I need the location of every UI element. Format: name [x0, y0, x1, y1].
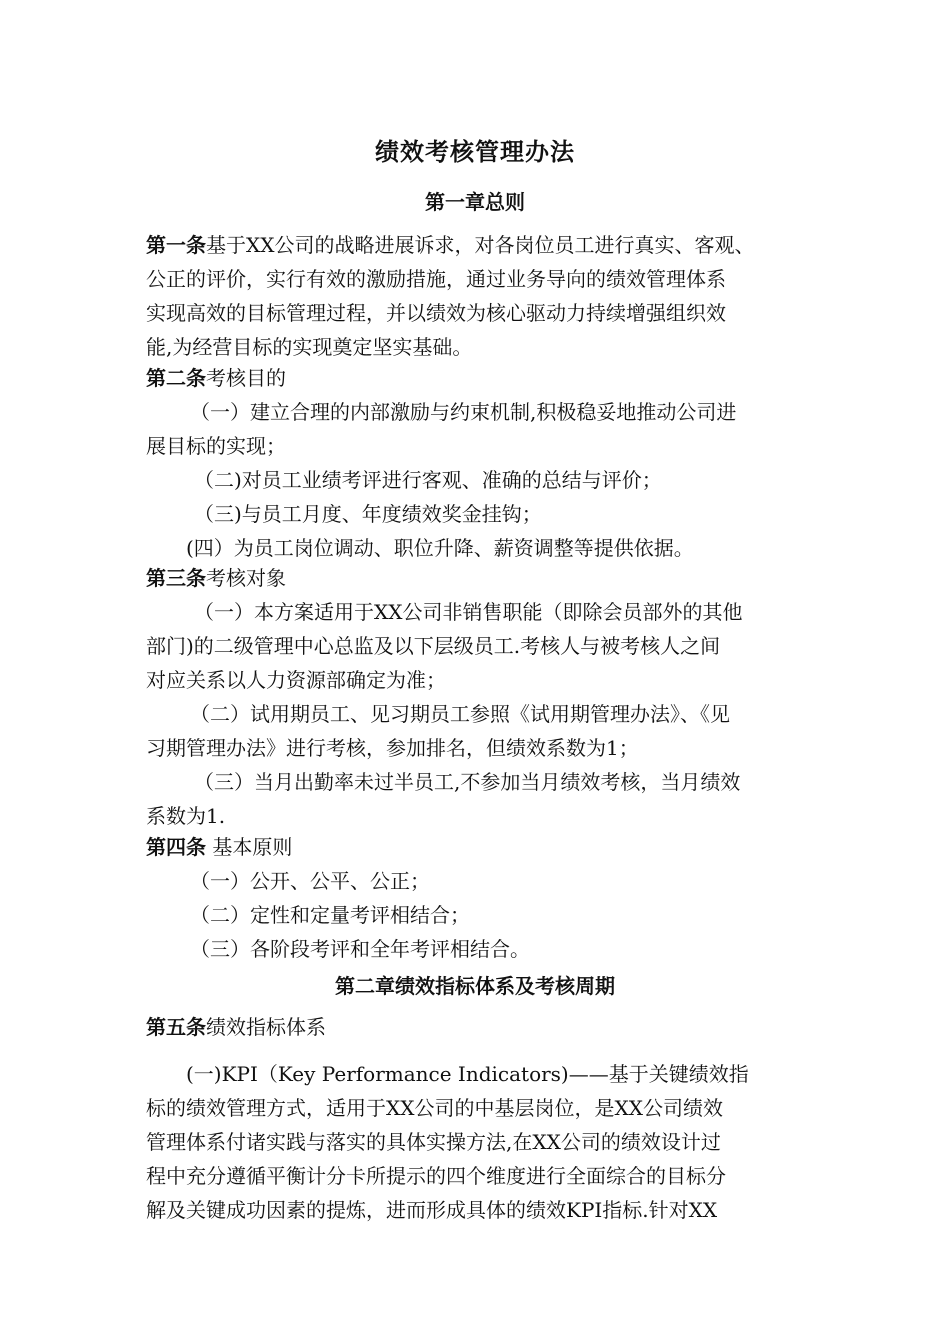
article-5-line-2: 标的绩效管理方式，适用于XX公司的中基层岗位，是XX公司绩效 — [146, 1096, 723, 1120]
article-5-label: 第五条 — [146, 1015, 206, 1039]
article-4-label: 第四条 — [146, 835, 206, 859]
article-5-line-1: (一)KPI（Key Performance Indicators)——基于关键绩效指 — [186, 1062, 749, 1086]
article-3-item-1: （一）本方案适用于XX公司非销售职能（即除会员部外的其他 — [194, 600, 743, 624]
article-2-item-3: （三)与员工月度、年度绩效奖金挂钩； — [194, 502, 542, 526]
article-4-item-1: （一）公开、公平、公正； — [190, 869, 430, 893]
article-4 — [146, 830, 812, 966]
article-5-heading: 绩效指标体系 — [206, 1015, 326, 1039]
article-1 — [146, 228, 812, 364]
article-2-item-2: （二)对员工业绩考评进行客观、准确的总结与评价； — [194, 468, 662, 492]
article-3 — [146, 561, 812, 833]
article-5-body — [146, 1057, 812, 1227]
article-1-line-2: 公正的评价，实行有效的激励措施，通过业务导向的绩效管理体系 — [146, 267, 726, 291]
article-5 — [146, 1010, 812, 1044]
article-5-line-4: 程中充分遵循平衡计分卡所提示的四个维度进行全面综合的目标分 — [146, 1164, 726, 1188]
article-5-line-5: 解及关键成功因素的提炼，进而形成具体的绩效KPI指标.针对XX — [146, 1198, 718, 1222]
article-1-line-4: 能,为经营目标的实现奠定坚实基础。 — [146, 335, 473, 359]
article-4-item-2: （二）定性和定量考评相结合； — [190, 903, 470, 927]
article-3-item-2-cont: 习期管理办法》进行考核，参加排名，但绩效系数为1； — [146, 736, 639, 760]
article-3-item-3: （三）当月出勤率未过半员工,不参加当月绩效考核，当月绩效 — [194, 770, 741, 794]
article-2-item-4: (四）为员工岗位调动、职位升降、薪资调整等提供依据。 — [186, 536, 694, 560]
article-1-line-3: 实现高效的目标管理过程，并以绩效为核心驱动力持续增强组织效 — [146, 301, 726, 325]
chapter-1-heading: 第一章总则 — [425, 190, 525, 214]
article-2-heading: 考核目的 — [206, 366, 286, 390]
article-3-label: 第三条 — [146, 566, 206, 590]
article-1-line-1 — [146, 228, 812, 262]
article-4-item-3: （三）各阶段考评和全年考评相结合。 — [190, 937, 530, 961]
article-4-heading-line — [146, 830, 812, 864]
article-5-line-3: 管理体系付诸实践与落实的具体实操方法,在XX公司的绩效设计过 — [146, 1130, 721, 1154]
article-1-label: 第一条 — [146, 233, 206, 257]
article-3-heading: 考核对象 — [206, 566, 286, 590]
article-4-heading: 基本原则 — [206, 835, 293, 859]
article-3-heading-line — [146, 561, 812, 595]
article-2-heading-line — [146, 361, 812, 395]
article-3-item-3-cont: 系数为1. — [146, 804, 226, 828]
article-5-heading-line — [146, 1010, 812, 1044]
article-3-item-1-cont-2: 对应关系以人力资源部确定为准； — [146, 668, 446, 692]
document-title: 绩效考核管理办法 — [375, 138, 575, 166]
article-2-item-1: （一）建立合理的内部激励与约束机制,积极稳妥地推动公司进 — [190, 400, 737, 424]
article-3-item-2: （二）试用期员工、见习期员工参照《试用期管理办法》、《见 — [190, 702, 730, 726]
article-1-text: 基于XX公司的战略进展诉求，对各岗位员工进行真实、客观、 — [206, 233, 755, 257]
article-2 — [146, 361, 812, 565]
chapter-2-heading: 第二章绩效指标体系及考核周期 — [335, 974, 615, 998]
article-2-label: 第二条 — [146, 366, 206, 390]
article-2-item-1-cont: 展目标的实现； — [146, 434, 286, 458]
article-3-item-1-cont-1: 部门)的二级管理中心总监及以下层级员工.考核人与被考核人之间 — [146, 634, 721, 658]
